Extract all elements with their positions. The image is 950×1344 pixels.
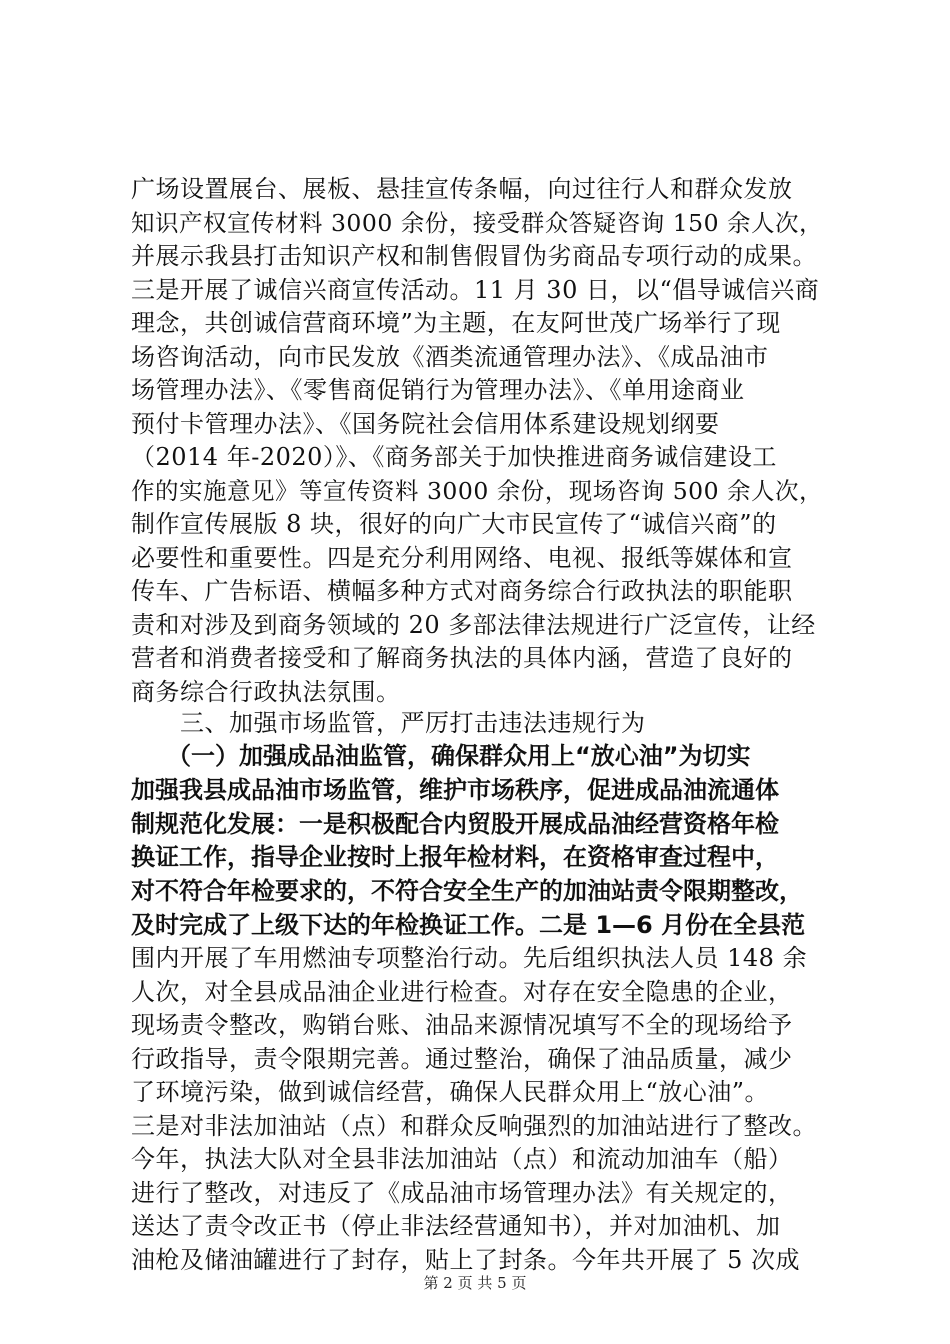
section-heading: 三、加强市场监管，严厉打击违法违规行为 <box>131 709 646 737</box>
body-text-line: 传车、广告标语、横幅多种方式对商务综合行政执法的职能职 <box>131 577 793 605</box>
body-text-line: 人次，对全县成品油企业进行检查。对存在安全隐患的企业， <box>131 978 793 1006</box>
body-text-line: 预付卡管理办法》、《国务院社会信用体系建设规划纲要 <box>131 410 720 438</box>
body-text-line: 广场设置展台、展板、悬挂宣传条幅，向过往行人和群众发放 <box>131 175 793 203</box>
body-text-line: 油枪及储油罐进行了封存，贴上了封条。今年共开展了 5 次成 <box>131 1246 801 1274</box>
body-text-line-bold: 对不符合年检要求的，不符合安全生产的加油站责令限期整改， <box>131 877 803 905</box>
body-text-line: 送达了责令改正书（停止非法经营通知书），并对加油机、加 <box>131 1212 781 1240</box>
body-text-line: 必要性和重要性。四是充分利用网络、电视、报纸等媒体和宣 <box>131 544 793 572</box>
body-text-line-bold: 加强我县成品油市场监管，维护市场秩序，促进成品油流通体 <box>131 776 779 804</box>
body-text-line: （2014 年-2020）》、《商务部关于加快推进商务诚信建设工 <box>131 443 777 471</box>
body-text-line: 围内开展了车用燃油专项整治行动。先后组织执法人员 148 余 <box>131 944 808 972</box>
body-text-line: 理念，共创诚信营商环境”为主题，在友阿世茂广场举行了现 <box>131 309 781 337</box>
body-text-line: 制作宣传展版 8 块，很好的向广大市民宣传了“诚信兴商”的 <box>131 510 777 538</box>
body-text-line: 场管理办法》、《零售商促销行为管理办法》、《单用途商业 <box>131 376 745 404</box>
body-text-line: 知识产权宣传材料 3000 余份，接受群众答疑咨询 150 余人次， <box>131 209 824 237</box>
body-text-line: 三是对非法加油站（点）和群众反响强烈的加油站进行了整改。 <box>131 1112 817 1140</box>
body-text-line: 责和对涉及到商务领域的 20 多部法律法规进行广泛宣传，让经 <box>131 611 816 639</box>
body-text-line: 作的实施意见》等宣传资料 3000 余份，现场咨询 500 余人次， <box>131 477 824 505</box>
body-text-line: 营者和消费者接受和了解商务执法的具体内涵，营造了良好的 <box>131 644 793 672</box>
body-text-line: 商务综合行政执法氛围。 <box>131 678 401 706</box>
subsection-heading: （一）加强成品油监管，确保群众用上“放心油”为切实 <box>131 742 751 770</box>
body-text-line: 并展示我县打击知识产权和制售假冒伪劣商品专项行动的成果。 <box>131 242 817 270</box>
page-number-footer: 第 2 页 共 5 页 <box>423 1274 527 1292</box>
body-text-line: 今年，执法大队对全县非法加油站（点）和流动加油车（船） <box>131 1145 793 1173</box>
body-text-line: 现场责令整改，购销台账、油品来源情况填写不全的现场给予 <box>131 1011 793 1039</box>
body-text-line-bold: 制规范化发展：一是积极配合内贸股开展成品油经营资格年检 <box>131 810 779 838</box>
body-text-line: 三是开展了诚信兴商宣传活动。11 月 30 日，以“倡导诚信兴商 <box>131 276 820 304</box>
body-text-line: 了环境污染，做到诚信经营，确保人民群众用上“放心油”。 <box>131 1078 770 1106</box>
body-text-line: 场咨询活动，向市民发放《酒类流通管理办法》、《成品油市 <box>131 343 769 371</box>
body-text-line-bold: 换证工作，指导企业按时上报年检材料，在资格审查过程中， <box>131 843 779 871</box>
body-text-line: 进行了整改，对违反了《成品油市场管理办法》有关规定的， <box>131 1179 793 1207</box>
body-text-line-bold: 及时完成了上级下达的年检换证工作。二是 1—6 月份在全县范 <box>131 911 806 939</box>
body-text-line: 行政指导，责令限期完善。通过整治，确保了油品质量，减少 <box>131 1045 793 1073</box>
